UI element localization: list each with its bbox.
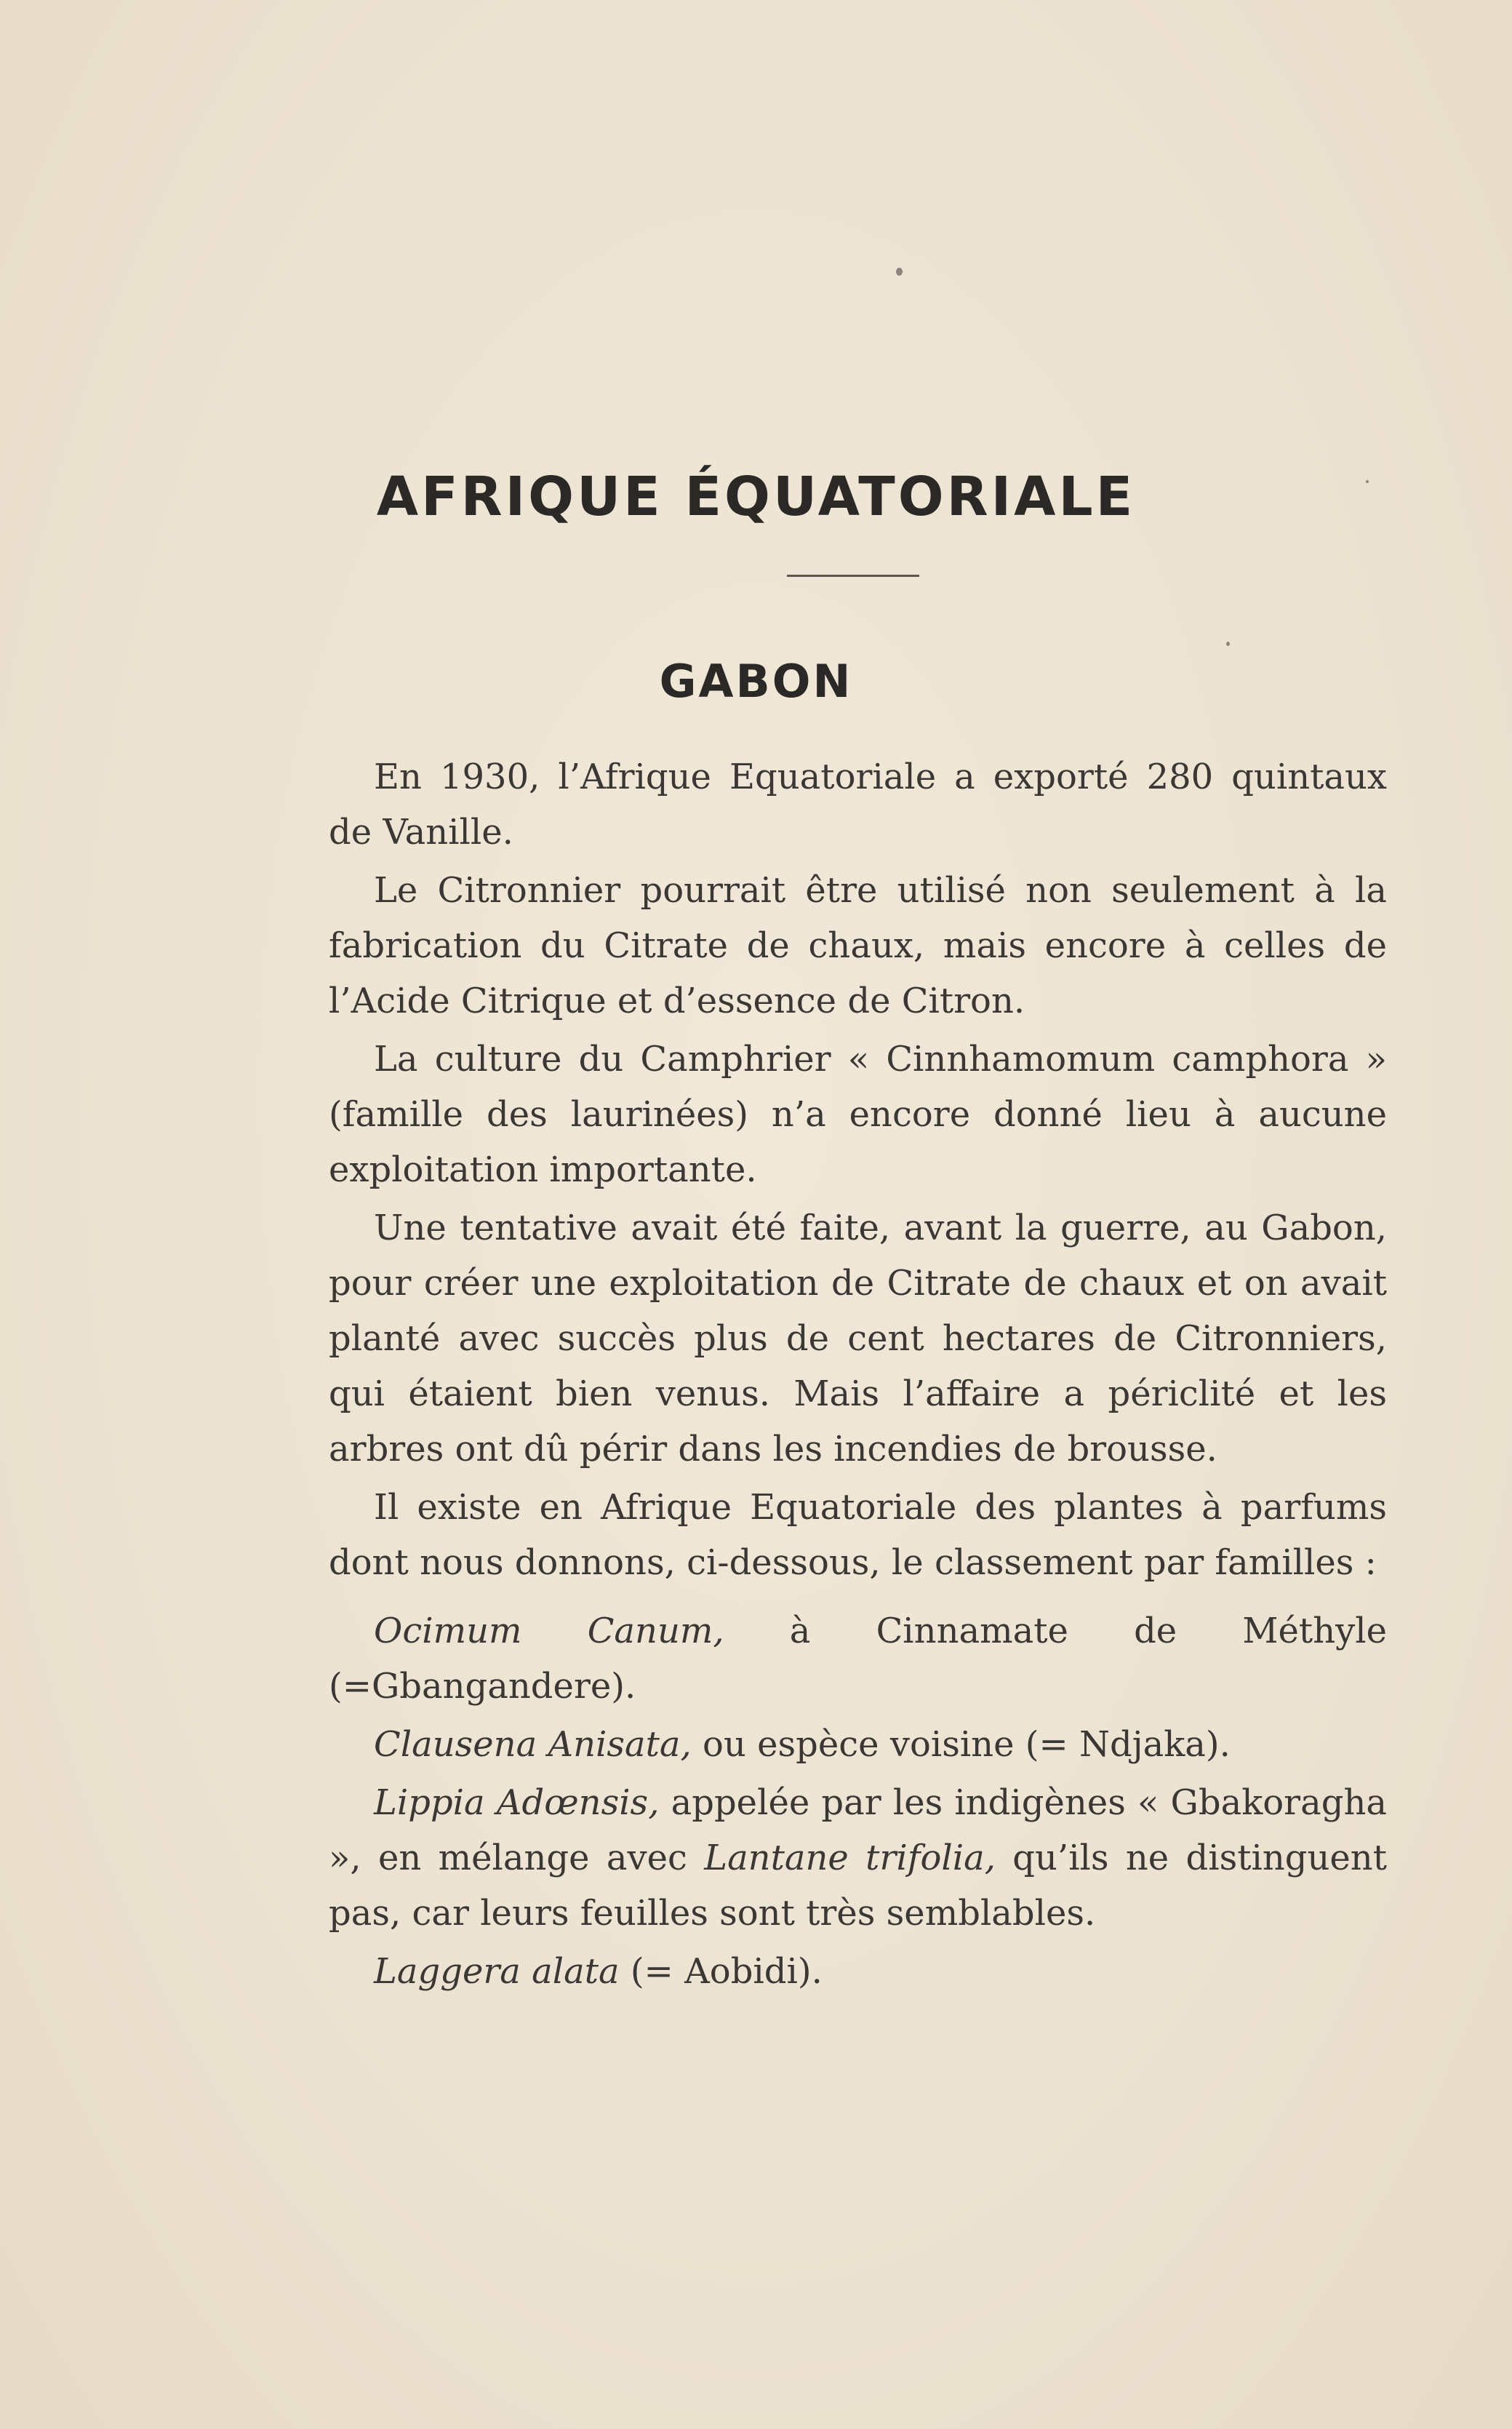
body-text <box>329 749 1387 1999</box>
species-description: qu’ils ne distinguent pas, car leurs feuilles sont très semblables. <box>329 1838 1387 1934</box>
species-name: Laggera alata <box>374 1951 620 1992</box>
paragraph-camphrier: La culture du Camphrier « Cinnhamomum camphora » (famille des laurinées) n’a encore donné lieu à aucune exploitation importante. <box>329 1039 1387 1190</box>
species-description: appelée par les indigènes « Gbakoragha », en mélange avec <box>329 1782 1388 1878</box>
species-description: (= Aobidi). <box>619 1951 823 1992</box>
species-name: Lippia Adœnsis, <box>374 1782 660 1823</box>
title-divider <box>787 575 919 577</box>
species-name: Clausena Anisata, <box>374 1724 692 1765</box>
species-entry-clausena <box>329 1717 1387 1772</box>
species-entry-laggera <box>329 1944 1387 1999</box>
paper-speck <box>896 268 903 276</box>
paragraph-tentative: Une tentative avait été faite, avant la guerre, au Gabon, pour créer une exploitation de Citrate de chaux et on avait planté avec succès plus de cent hectares de Citronniers, qui étaient bien venus. Mais l’affaire a périclité et les arbres ont dû périr dans les incendies de brousse. <box>329 1208 1387 1469</box>
page-title: AFRIQUE ÉQUATORIALE <box>376 466 1136 528</box>
species-description: à Cinnamate de Méthyle (=Gbangandere). <box>329 1611 1388 1707</box>
species-name: Ocimum Canum, <box>374 1611 724 1651</box>
species-entry-lippia <box>329 1775 1387 1941</box>
species-name-secondary: Lantane trifolia, <box>704 1838 996 1878</box>
species-entry-ocimum <box>329 1603 1387 1714</box>
species-description: ou espèce voisine (= Ndjaka). <box>691 1724 1231 1765</box>
paper-speck <box>1226 642 1230 646</box>
section-title: GABON <box>659 655 853 708</box>
paragraph-citronnier: Le Citronnier pourrait être utilisé non seulement à la fabrication du Citrate de chaux, mais encore à celles de l’Acide Citrique et d’essence de Citron. <box>329 870 1387 1021</box>
paragraph-vanille: En 1930, l’Afrique Equatoriale a exporté 280 quintaux de Vanille. <box>329 757 1387 853</box>
paragraph-plantes: Il existe en Afrique Equatoriale des plantes à parfums dont nous donnons, ci-dessous, le classement par familles : <box>329 1487 1387 1583</box>
